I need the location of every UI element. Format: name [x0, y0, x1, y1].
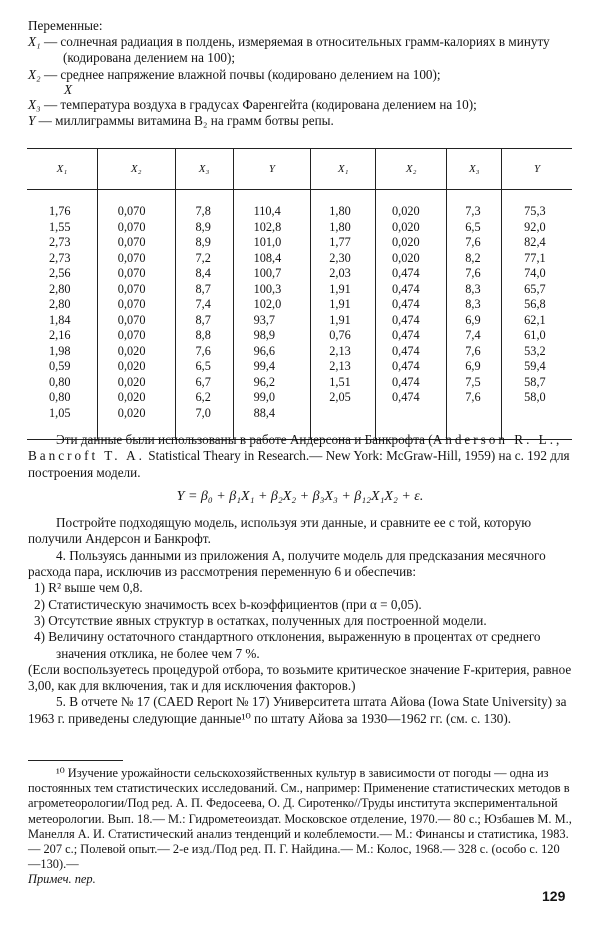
table-cell: 6,5 [465, 219, 481, 234]
table-cell: 7,6 [465, 235, 481, 249]
table-column [447, 190, 502, 440]
table-cell: 7,6 [465, 343, 481, 358]
table-cell: 53,2 [524, 343, 546, 358]
table-cell: 1,80 [329, 219, 351, 234]
table-cell: 7,6 [195, 343, 211, 358]
list-item: 3) Отсутствие явных структур в остатках, полученных для построенной модели. [34, 612, 487, 628]
table-cell: 62,1 [524, 312, 546, 327]
table-cell: 88,4 [253, 405, 276, 420]
table-cell: 74,0 [524, 266, 546, 280]
column-header: X₃ [175, 149, 233, 190]
table-cell: 1,51 [329, 374, 351, 389]
table-cell: 59,4 [524, 359, 546, 373]
table-cell: 100,7 [253, 266, 282, 280]
table-cell: 0,020 [117, 343, 146, 358]
variables-heading: Переменные: [28, 18, 103, 33]
table-cell: 0,070 [117, 281, 146, 296]
table-cell: 0,474 [391, 390, 420, 404]
table-cell: 7,5 [465, 374, 481, 389]
variables-block [28, 18, 580, 129]
column-header: X₂ [97, 149, 175, 190]
table-cell: 102,8 [253, 219, 282, 234]
table-cell: 96,2 [253, 374, 276, 389]
variable-x1 [28, 34, 580, 66]
table-cell: 58,7 [524, 374, 546, 389]
table-cell: 102,0 [253, 297, 282, 311]
table-cell: 0,80 [49, 390, 71, 404]
reference-intro: Эти данные были использованы в работе Андерсона и Банкрофта ( [56, 432, 433, 447]
table-header-row [27, 149, 572, 190]
table-cell: 0,020 [391, 235, 420, 249]
table-cell: 98,9 [253, 328, 276, 342]
table-column [375, 190, 446, 440]
variable-description: — среднее напряжение влажной почвы (кодировано делением на 100); [43, 66, 441, 82]
table-cell: 7,3 [465, 204, 481, 218]
table-cell: 8,3 [465, 297, 481, 311]
table-cell: 100,3 [253, 281, 282, 296]
table-cell: 0,070 [117, 250, 146, 265]
table-cell: 96,6 [253, 343, 276, 358]
body-text [28, 432, 572, 727]
table-cell: 61,0 [524, 328, 546, 342]
paragraph-exercise-5: 5. В отчете № 17 (CAED Report № 17) Университета штата Айова (Iowa State University) за 1963 г. приведены следующие данные¹⁰ по штату Айова за 1930—1962 гг. (см. с. 130). [28, 694, 567, 726]
table-cell: 7,4 [465, 328, 481, 342]
table-cell: 0,020 [391, 204, 420, 218]
variable-symbol: X₁ [28, 34, 41, 50]
table-body-row [27, 190, 572, 440]
paragraph-task: Постройте подходящую модель, используя эти данные, и сравните ее с той, которую получили Андерсон и Банкрофт. [28, 515, 532, 547]
table-cell: 56,8 [524, 297, 546, 311]
table-cell: 8,2 [465, 250, 481, 265]
variable-symbol: X₃ [28, 96, 41, 112]
footnote [28, 766, 572, 888]
table-cell: 2,05 [329, 390, 351, 404]
reference-details: Statistical Theary in Research.— New York: McGraw-Hill, 1959) на с. 192 для построения модели. [28, 448, 570, 480]
table-column [502, 190, 572, 440]
variable-symbol: Y [28, 113, 36, 129]
table-cell: 0,070 [117, 266, 146, 280]
table-cell: 0,020 [117, 374, 146, 389]
footnote-divider [28, 760, 123, 761]
table-cell: 2,13 [329, 343, 351, 358]
table-cell: 0,474 [391, 328, 420, 342]
table-cell: 0,474 [391, 312, 420, 327]
table-cell: 6,2 [195, 390, 211, 404]
table-cell: 65,7 [524, 281, 546, 296]
table-cell: 6,9 [465, 312, 481, 327]
table-cell: 0,474 [391, 281, 420, 296]
table-cell: 101,0 [253, 235, 282, 249]
table-cell: 110,4 [253, 204, 281, 218]
reference-authors: Anderson R. L., Bancroft T. A. [28, 432, 563, 464]
table-column [27, 190, 97, 440]
variable-description: — миллиграммы витамина B₂ на грамм ботвы репы. [38, 113, 334, 129]
table-column [97, 190, 175, 440]
table-cell: 0,76 [329, 328, 351, 342]
table-cell: 0,020 [117, 405, 146, 420]
variable-description: — температура воздуха в градусах Фаренгейта (кодирована делением на 10); [43, 96, 477, 112]
paragraph-reference [28, 432, 572, 481]
column-header: Y [502, 149, 572, 190]
table-cell: 0,070 [117, 219, 146, 234]
table-column [311, 190, 376, 440]
table-cell: 8,8 [195, 328, 211, 342]
table-column [233, 190, 311, 440]
table-cell: 7,8 [195, 204, 211, 218]
stray-x-symbol: X [64, 81, 73, 97]
table-cell: 0,070 [117, 204, 146, 218]
footnote-text: ¹⁰ Изучение урожайности сельскохозяйственных культур в зависимости от погоды — одна из постоянных тем статистических исследований. См., например: Применение статистических методов в агрометеорологии/Под ред. А. П. Федосеева, О. Д. Сиротенко//Труды института экспериментальной метеорологии. Вып. 18.— М.: Гидрометеоиздат. Московское отделение, 1970.— 80 с.; Юзбашев М. М., Манелля А. И. Статистический анализ тенденций и колеблемости.— М.: Финансы и статистика, 1983.— 207 с.; Полевой опыт.— 2-е изд./Под ред. П. Г. Найдина.— М.: Колос, 1968.— 328 с. (особо с. 120—130).— [28, 766, 572, 872]
paragraph-note: (Если воспользуетесь процедурой отбора, то возьмите критическое значение F-критерия, равное 3,00, как для включения, так и для исключения факторов.) [28, 661, 572, 694]
table-cell: 93,7 [253, 312, 276, 327]
table-cell: 0,020 [117, 390, 146, 404]
table-cell: 0,070 [117, 235, 146, 249]
table-cell: 2,80 [49, 281, 71, 296]
table-cell: 1,77 [329, 235, 351, 249]
requirements-list [28, 580, 572, 661]
table-column [175, 190, 233, 440]
table-cell: 99,4 [253, 359, 276, 373]
table-cell: 6,7 [195, 374, 211, 389]
table-cell: 1,05 [49, 405, 71, 420]
table-cell: 82,4 [524, 235, 546, 249]
table-cell: 0,474 [391, 343, 420, 358]
table-cell: 0,020 [391, 250, 420, 265]
table-cell: 1,84 [49, 312, 71, 327]
column-header: X₂ [375, 149, 446, 190]
table-cell: 7,4 [195, 297, 211, 311]
table-cell: 8,4 [195, 266, 211, 280]
table-cell: 0,474 [391, 374, 420, 389]
table-cell: 0,80 [49, 374, 71, 389]
table-cell: 1,91 [329, 281, 351, 296]
table-cell: 0,474 [391, 297, 420, 311]
list-item: 2) Статистическую значимость всех b-коэффициентов (при α = 0,05). [34, 596, 422, 612]
table-cell: 2,80 [49, 297, 71, 311]
variable-description: — солнечная радиация в полдень, измеряемая в относительных грамм-калориях в минуту (кодирована делением на 100); [43, 34, 550, 66]
column-header: X₃ [447, 149, 502, 190]
table-cell: 58,0 [524, 390, 546, 404]
list-item: 1) R² выше чем 0,8. [34, 580, 143, 596]
page-number: 129 [542, 888, 566, 904]
table-cell: 77,1 [524, 250, 546, 265]
table-cell: 7,2 [195, 250, 211, 265]
table-cell: 0,070 [117, 312, 146, 327]
table-cell: 6,9 [465, 359, 481, 373]
table-cell: 7,6 [465, 266, 481, 280]
table-cell: 0,474 [391, 266, 420, 280]
table-cell: 2,13 [329, 359, 351, 373]
table-cell: 0,020 [117, 359, 146, 373]
data-table [27, 148, 572, 440]
column-header: X₁ [27, 149, 97, 190]
variable-x3 [28, 97, 580, 113]
table-cell: 2,30 [329, 250, 351, 265]
column-header: Y [233, 149, 311, 190]
column-header: X₁ [311, 149, 376, 190]
variable-y [28, 113, 580, 129]
table-cell: 8,9 [195, 219, 211, 234]
table-cell: 2,03 [329, 266, 351, 280]
table-cell: 1,76 [49, 204, 71, 218]
table-cell: 1,55 [49, 219, 71, 234]
model-equation: Y = β₀ + β₁X₁ + β₂X₂ + β₃X₃ + β₁₂X₁X₂ + ε. [176, 488, 424, 504]
table-cell: 75,3 [524, 204, 546, 218]
table-cell: 92,0 [524, 219, 546, 234]
table-cell: 0,070 [117, 297, 146, 311]
list-item: 4) Величину остаточного стандартного отклонения, выраженную в процентах от среднего значения отклика, не более чем 7 %. [34, 629, 541, 661]
table-cell: 0,59 [49, 359, 71, 373]
table-cell: 1,91 [329, 297, 351, 311]
table-cell: 8,7 [195, 312, 211, 327]
table-cell: 1,91 [329, 312, 351, 327]
footnote-note: Примеч. пер. [28, 872, 96, 887]
table-cell: 7,6 [465, 390, 481, 404]
table-cell: 0,070 [117, 328, 146, 342]
table-cell: 108,4 [253, 250, 282, 265]
table-cell: 2,73 [49, 250, 71, 265]
variable-symbol: X₂ [28, 66, 41, 82]
table-cell: 8,7 [195, 281, 211, 296]
table-cell: 8,3 [465, 281, 481, 296]
variable-x2 [28, 67, 580, 83]
table-cell: 99,0 [253, 390, 276, 404]
table-cell: 2,73 [49, 235, 71, 249]
table-cell: 6,5 [195, 359, 211, 373]
table-cell: 2,16 [49, 328, 71, 342]
table-cell: 1,80 [329, 204, 351, 218]
table-cell: 2,56 [49, 266, 71, 280]
table-cell: 1,98 [49, 343, 71, 358]
table-cell: 8,9 [195, 235, 211, 249]
table-cell: 0,474 [391, 359, 420, 373]
table-cell: 7,0 [195, 405, 211, 420]
paragraph-exercise-4: 4. Пользуясь данными из приложения А, получите модель для предсказания месячного расхода пара, исключив из рассмотрения переменную 6 и обеспечив: [28, 547, 546, 580]
table-cell: 0,020 [391, 219, 420, 234]
